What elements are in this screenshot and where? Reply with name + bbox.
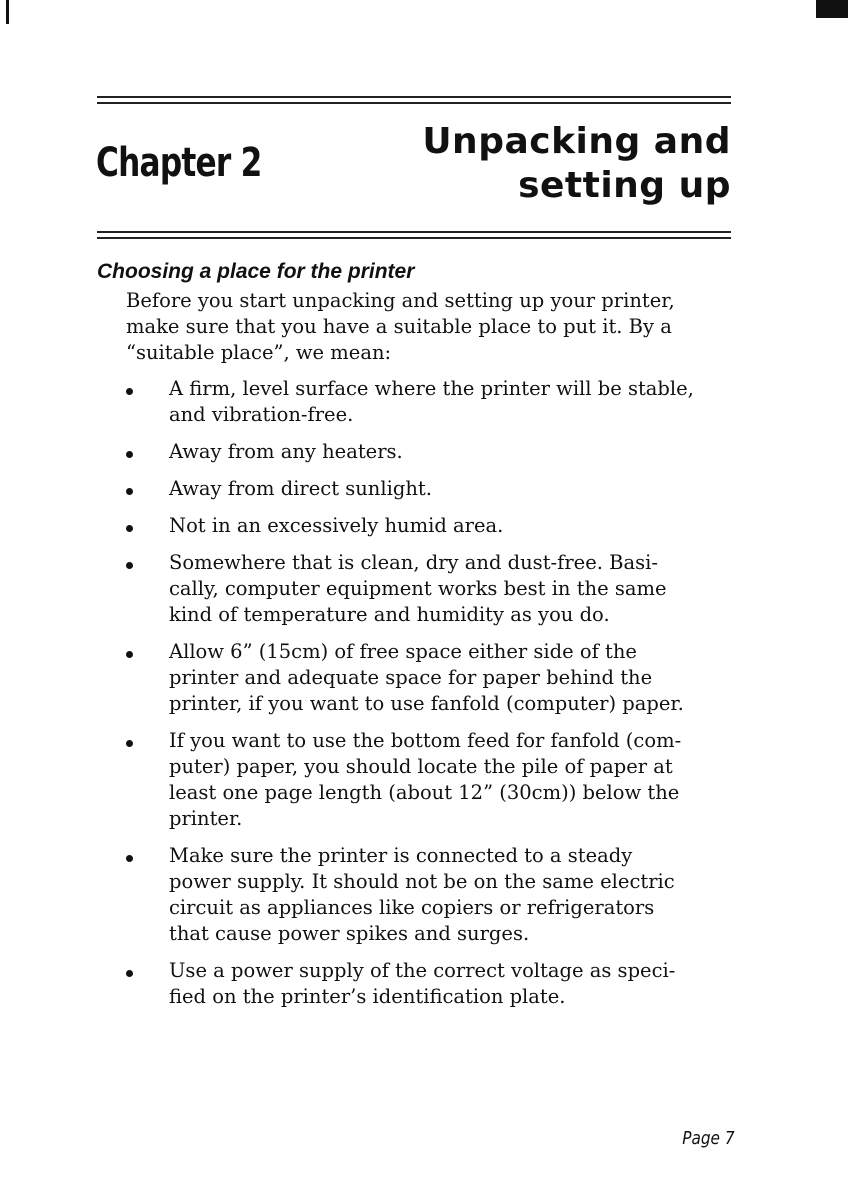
list-item-text: Somewhere that is clean, dry and dust-free. Basi- cally, computer equipment works best in the same kind of temperature and humidity as you do.	[169, 551, 667, 626]
intro-paragraph: Before you start unpacking and setting up your printer, make sure that you have a suitable place to put it. By a “suitable place”, we mean:	[126, 289, 675, 364]
bullet-dot-icon	[126, 740, 133, 747]
chapter-title-line-2: setting up	[518, 165, 731, 206]
list-item-text: Away from any heaters.	[169, 440, 403, 463]
bullet-dot-icon	[126, 651, 133, 658]
list-item	[126, 550, 736, 628]
scan-edge-mark-right	[816, 0, 848, 18]
list-item	[126, 639, 736, 717]
chapter-title	[422, 120, 731, 208]
bullet-dot-icon	[126, 488, 133, 495]
section-heading: Choosing a place for the printer	[97, 260, 415, 283]
chapter-title-line-1: Unpacking and	[422, 121, 731, 162]
list-item-text: Away from direct sunlight.	[169, 477, 432, 500]
list-item	[126, 513, 736, 539]
section-body	[126, 288, 736, 1021]
bullet-dot-icon	[126, 855, 133, 862]
bullet-dot-icon	[126, 525, 133, 532]
list-item-text: Use a power supply of the correct voltage as speci- fied on the printer’s identification plate.	[169, 959, 676, 1008]
list-item	[126, 376, 736, 428]
bullet-dot-icon	[126, 562, 133, 569]
list-item-text: If you want to use the bottom feed for fanfold (com- puter) paper, you should locate the pile of paper at least one page length (about 12” (30cm)) below the printer.	[169, 729, 682, 830]
page-number: Page 7	[682, 1128, 735, 1149]
list-item	[126, 476, 736, 502]
list-item-text: Make sure the printer is connected to a steady power supply. It should not be on the same electric circuit as appliances like copiers or refrigerators that cause power spikes and surges.	[169, 844, 675, 945]
header-double-rule-bottom	[97, 231, 731, 239]
list-item-text: A firm, level surface where the printer will be stable, and vibration-free.	[169, 377, 694, 426]
requirements-list	[126, 376, 736, 1010]
chapter-label: Chapter 2	[96, 140, 262, 186]
scan-edge-mark-left	[6, 0, 9, 24]
bullet-dot-icon	[126, 970, 133, 977]
bullet-dot-icon	[126, 451, 133, 458]
list-item	[126, 439, 736, 465]
list-item-text: Not in an excessively humid area.	[169, 514, 504, 537]
bullet-dot-icon	[126, 388, 133, 395]
list-item	[126, 728, 736, 832]
list-item-text: Allow 6” (15cm) of free space either side of the printer and adequate space for paper behind the printer, if you want to use fanfold (computer) paper.	[169, 640, 684, 715]
list-item	[126, 843, 736, 947]
list-item	[126, 958, 736, 1010]
header-double-rule-top	[97, 96, 731, 104]
